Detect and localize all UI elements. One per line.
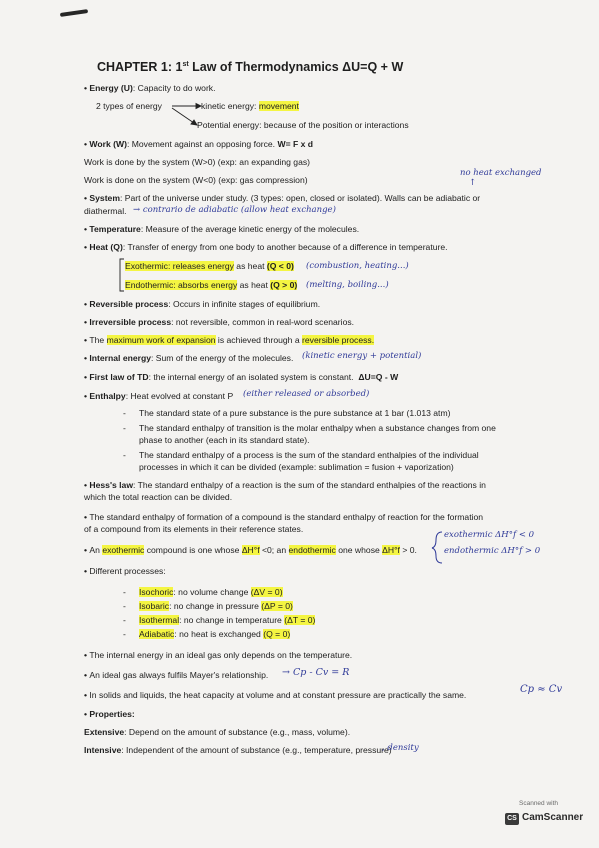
process-dash-2: -	[123, 601, 126, 611]
chapter-title: CHAPTER 1: 1st Law of Thermodynamics ΔU=Q + W	[97, 60, 404, 74]
potential-arrow-head	[191, 120, 197, 125]
potential-energy-line: Potential energy: because of the position or interactions	[197, 120, 409, 130]
solids-line: • In solids and liquids, the heat capacity at volume and at constant pressure are practically the same.	[84, 690, 466, 701]
watermark-brand-name: CamScanner	[522, 812, 584, 823]
process-dash-1: -	[123, 587, 126, 597]
enthalpy-dash-3: -	[123, 450, 126, 460]
enthalpy-dash-2: -	[123, 423, 126, 433]
enthalpy-item-2b: phase to another (each in its standard state).	[139, 435, 310, 445]
formation-line-2: of a compound from its elements in their reference states.	[84, 524, 304, 534]
formation-line: • The standard enthalpy of formation of a compound is the standard enthalpy of reaction for the formation	[84, 512, 483, 523]
enthalpy-item-3: The standard enthalpy of a process is the sum of the standard enthalpies of the individual	[139, 450, 479, 460]
reversible-line: • Reversible process: Occurs in infinite stages of equilibrium.	[84, 299, 320, 310]
process-isothermal: Isothermal: no change in temperature (ΔT = 0)	[139, 615, 316, 625]
kinetic-energy-line: kinetic energy: movement	[201, 101, 299, 111]
watermark-small-text: Scanned with	[519, 800, 559, 807]
enthalpy-item-1: The standard state of a pure substance is the pure substance at 1 bar (1.013 atm)	[139, 408, 451, 418]
ideal-gas-line: • The internal energy in an ideal gas only depends on the temperature.	[84, 650, 352, 661]
exothermic-line: Exothermic: releases energy as heat (Q < 0)	[125, 261, 294, 271]
hess-line-2: which the total reaction can be divided.	[84, 492, 233, 502]
internal-energy-line: • Internal energy: Sum of the energy of the molecules.	[84, 353, 293, 364]
work-on-system: Work is done on the system (W<0) (exp: gas compression)	[84, 175, 308, 185]
hess-line: • Hess's law: The standard enthalpy of a reaction is the sum of the standard enthalpies of the reactions in	[84, 480, 486, 491]
note-exothermic: exothermic ΔH°f < 0	[444, 530, 535, 540]
note-melting: (melting, boiling...)	[306, 280, 389, 290]
work-line: • Work (W): Movement against an opposing force. W= F x d	[84, 139, 313, 150]
note-combustion: (combustion, heating...)	[306, 261, 409, 271]
heat-bracket	[120, 259, 124, 291]
exo-endo-line: • An exothermic compound is one whose ΔH°f <0; an endothermic one whose ΔH°f > 0.	[84, 545, 417, 556]
first-law-line: • First law of TD: the internal energy of an isolated system is constant. ΔU=Q - W	[84, 372, 398, 383]
properties-heading: • Properties:	[84, 709, 135, 720]
note-diathermal: → contrario de adiabatic (allow heat exchange)	[133, 205, 336, 215]
process-isochoric: Isochoric: no volume change (ΔV = 0)	[139, 587, 283, 597]
process-isobaric: Isobaric: no change in pressure (ΔP = 0)	[139, 601, 293, 611]
processes-heading: • Different processes:	[84, 566, 166, 577]
work-by-system: Work is done by the system (W>0) (exp: an expanding gas)	[84, 157, 311, 167]
endothermic-line: Endothermic: absorbs energy as heat (Q > 0)	[125, 280, 298, 290]
note-arrow: ↑	[469, 178, 477, 188]
system-line: • System: Part of the universe under study. (3 types: open, closed or isolated). Walls can be adiabatic or	[84, 193, 480, 204]
note-kinetic-potential: (kinetic energy + potential)	[302, 351, 422, 361]
mayer-line: • An ideal gas always fulfils Mayer's relationship.	[84, 670, 268, 681]
enthalpy-line: • Enthalpy: Heat evolved at constant P	[84, 391, 233, 402]
note-endothermic: endothermic ΔH°f > 0	[444, 546, 541, 556]
process-dash-4: -	[123, 629, 126, 639]
camscanner-logo: CS	[505, 813, 519, 825]
enthalpy-item-2: The standard enthalpy of transition is the molar enthalpy when a substance changes from one	[139, 423, 496, 433]
energy-line: • Energy (U): Capacity to do work.	[84, 83, 216, 94]
camscanner-watermark	[505, 800, 585, 834]
temperature-line: • Temperature: Measure of the average kinetic energy of the molecules.	[84, 224, 359, 235]
system-line-2: diathermal.	[84, 206, 127, 216]
exo-endo-brace	[432, 532, 442, 563]
energy-types-label: 2 types of energy	[96, 101, 162, 111]
extensive-line: Extensive: Depend on the amount of substance (e.g., mass, volume).	[84, 727, 351, 737]
irreversible-line: • Irreversible process: not reversible, common in real-word scenarios.	[84, 317, 354, 328]
kinetic-arrow-head	[196, 104, 201, 109]
potential-arrow-line	[172, 108, 194, 123]
enthalpy-dash-1: -	[123, 408, 126, 418]
heat-line: • Heat (Q): Transfer of energy from one body to another because of a difference in temperature.	[84, 242, 448, 253]
enthalpy-item-3b: processes in which it can be divided (example: sublimation = fusion + vaporization)	[139, 462, 454, 472]
note-density: , density	[382, 743, 419, 753]
note-released-absorbed: (either released or absorbed)	[243, 389, 370, 399]
max-work-line: • The maximum work of expansion is achieved through a reversible process.	[84, 335, 374, 346]
intensive-line: Intensive: Independent of the amount of substance (e.g., temperature, pressure)	[84, 745, 392, 755]
process-adiabatic: Adiabatic: no heat is exchanged (Q = 0)	[139, 629, 291, 639]
process-dash-3: -	[123, 615, 126, 625]
note-no-heat-exchanged: no heat exchanged	[460, 168, 542, 178]
note-mayer: → Cp - Cv = R	[282, 667, 350, 678]
note-cp-cv: Cp ≈ Cv	[520, 684, 563, 695]
